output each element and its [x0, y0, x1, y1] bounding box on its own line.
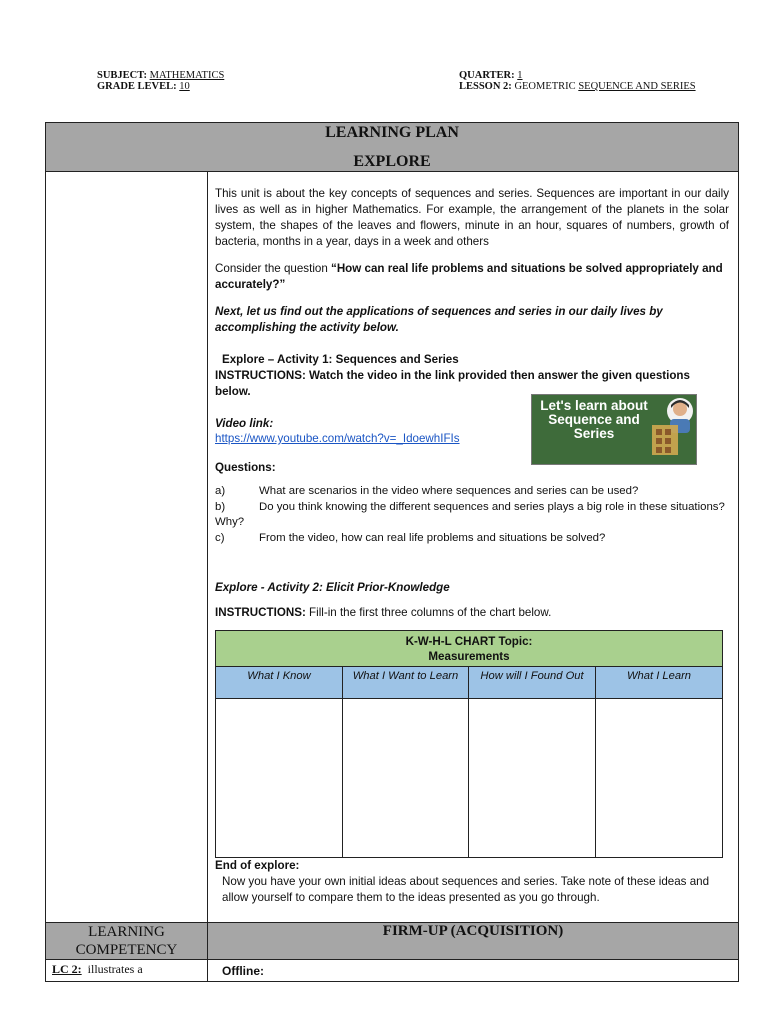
kwhl-column-header: How will I Found Out — [469, 667, 595, 699]
grade-value: 10 — [179, 81, 190, 92]
kwhl-column-how[interactable] — [469, 667, 596, 857]
questions-list — [215, 484, 729, 546]
activity1-instructions: INSTRUCTIONS: Watch the video in the link provided then answer the given questions below. — [215, 369, 690, 398]
question-letter: b) — [215, 500, 226, 513]
kwhl-column-know[interactable] — [216, 667, 343, 857]
thumbnail-title: Let's learn about Sequence and Series — [540, 398, 648, 441]
end-explore-text: Now you have your own initial ideas about sequences and series. Take note of these ideas and allow yourself to compare them to the ideas presented as you go through. — [222, 875, 710, 904]
questions-label: Questions: — [215, 461, 276, 474]
quarter-label: QUARTER: — [459, 70, 515, 81]
kwhl-column-want[interactable] — [343, 667, 469, 857]
firmup-divider-bottom — [45, 959, 739, 960]
subject-label: SUBJECT: — [97, 70, 147, 81]
activity1-title: Explore – Activity 1: Sequences and Series — [222, 353, 459, 366]
offline-label: Offline: — [222, 964, 264, 978]
question-letter: c) — [215, 531, 225, 544]
question-text: What are scenarios in the video where sequences and series can be used? — [259, 485, 639, 497]
consider-question — [215, 261, 729, 293]
consider-prefix: Consider the question — [215, 262, 332, 275]
subject-value: MATHEMATICS — [149, 70, 225, 81]
instructions-label: INSTRUCTIONS: — [215, 606, 306, 619]
lesson-line — [459, 81, 696, 93]
competency-header: LEARNING COMPETENCY — [75, 924, 178, 958]
lc-line — [52, 962, 143, 976]
video-thumbnail[interactable] — [531, 394, 697, 465]
lesson-value: GEOMETRIC — [514, 81, 576, 92]
grade-label: GRADE LEVEL: — [97, 81, 177, 92]
activity2-title: Explore - Activity 2: Elicit Prior-Knowledge — [215, 581, 450, 594]
kwhl-chart-header — [216, 631, 722, 667]
grade-line — [97, 81, 190, 93]
video-link-label: Video link: — [215, 417, 274, 430]
firmup-header: FIRM-UP (ACQUISITION) — [382, 923, 564, 939]
video-link-line — [215, 431, 525, 447]
question-a — [215, 484, 729, 500]
question-letter: a) — [215, 485, 226, 497]
kwhl-column-header: What I Learn — [596, 667, 722, 699]
driving-question: “How can real life problems and situations be solved appropriately and accurately?” — [215, 262, 723, 291]
kwhl-column-learn[interactable] — [596, 667, 722, 857]
kwhl-chart — [215, 630, 723, 858]
plan-title: LEARNING PLAN — [325, 124, 459, 141]
section-title: EXPLORE — [353, 153, 431, 170]
question-c — [215, 531, 729, 547]
kwhl-column-header: What I Want to Learn — [343, 667, 468, 699]
lc-text: illustrates a — [87, 962, 143, 976]
lesson-value-underlined: SEQUENCE AND SERIES — [578, 81, 696, 92]
instructions-text: Fill-in the first three columns of the chart below. — [305, 606, 552, 619]
next-instruction: Next, let us find out the applications of sequences and series in our daily lives by accomplishing the activity below. — [215, 305, 663, 334]
activity2-instructions — [215, 605, 729, 621]
question-text: Do you think knowing the different sequences and series plays a big role in these situations? Why? — [215, 500, 725, 528]
intro-paragraph: This unit is about the key concepts of sequences and series. Sequences are important in our daily lives as well as in higher Mathematics. For example, the arrangement of the planets in the solar system, the shapes of the leaves and flowers, minute in an hour, squares of numbers, growth of bacteria, months in a year, days in a week and others — [215, 187, 729, 248]
question-b — [215, 500, 729, 531]
lesson-label: LESSON 2: — [459, 81, 512, 92]
title-divider — [45, 171, 739, 172]
end-explore-label: End of explore: — [215, 859, 300, 872]
teacher-illustration-icon — [532, 395, 697, 465]
lc-label: LC 2: — [52, 962, 82, 976]
kwhl-column-header: What I Know — [216, 667, 342, 699]
video-link[interactable]: https://www.youtube.com/watch?v=_IdoewhIFIs — [215, 432, 460, 445]
question-text: From the video, how can real life problems and situations be solved? — [259, 531, 606, 544]
kwhl-chart-title: K-W-H-L CHART Topic: — [405, 635, 533, 648]
kwhl-chart-topic: Measurements — [428, 650, 510, 663]
column-divider — [207, 171, 208, 982]
quarter-value: 1 — [517, 70, 523, 81]
